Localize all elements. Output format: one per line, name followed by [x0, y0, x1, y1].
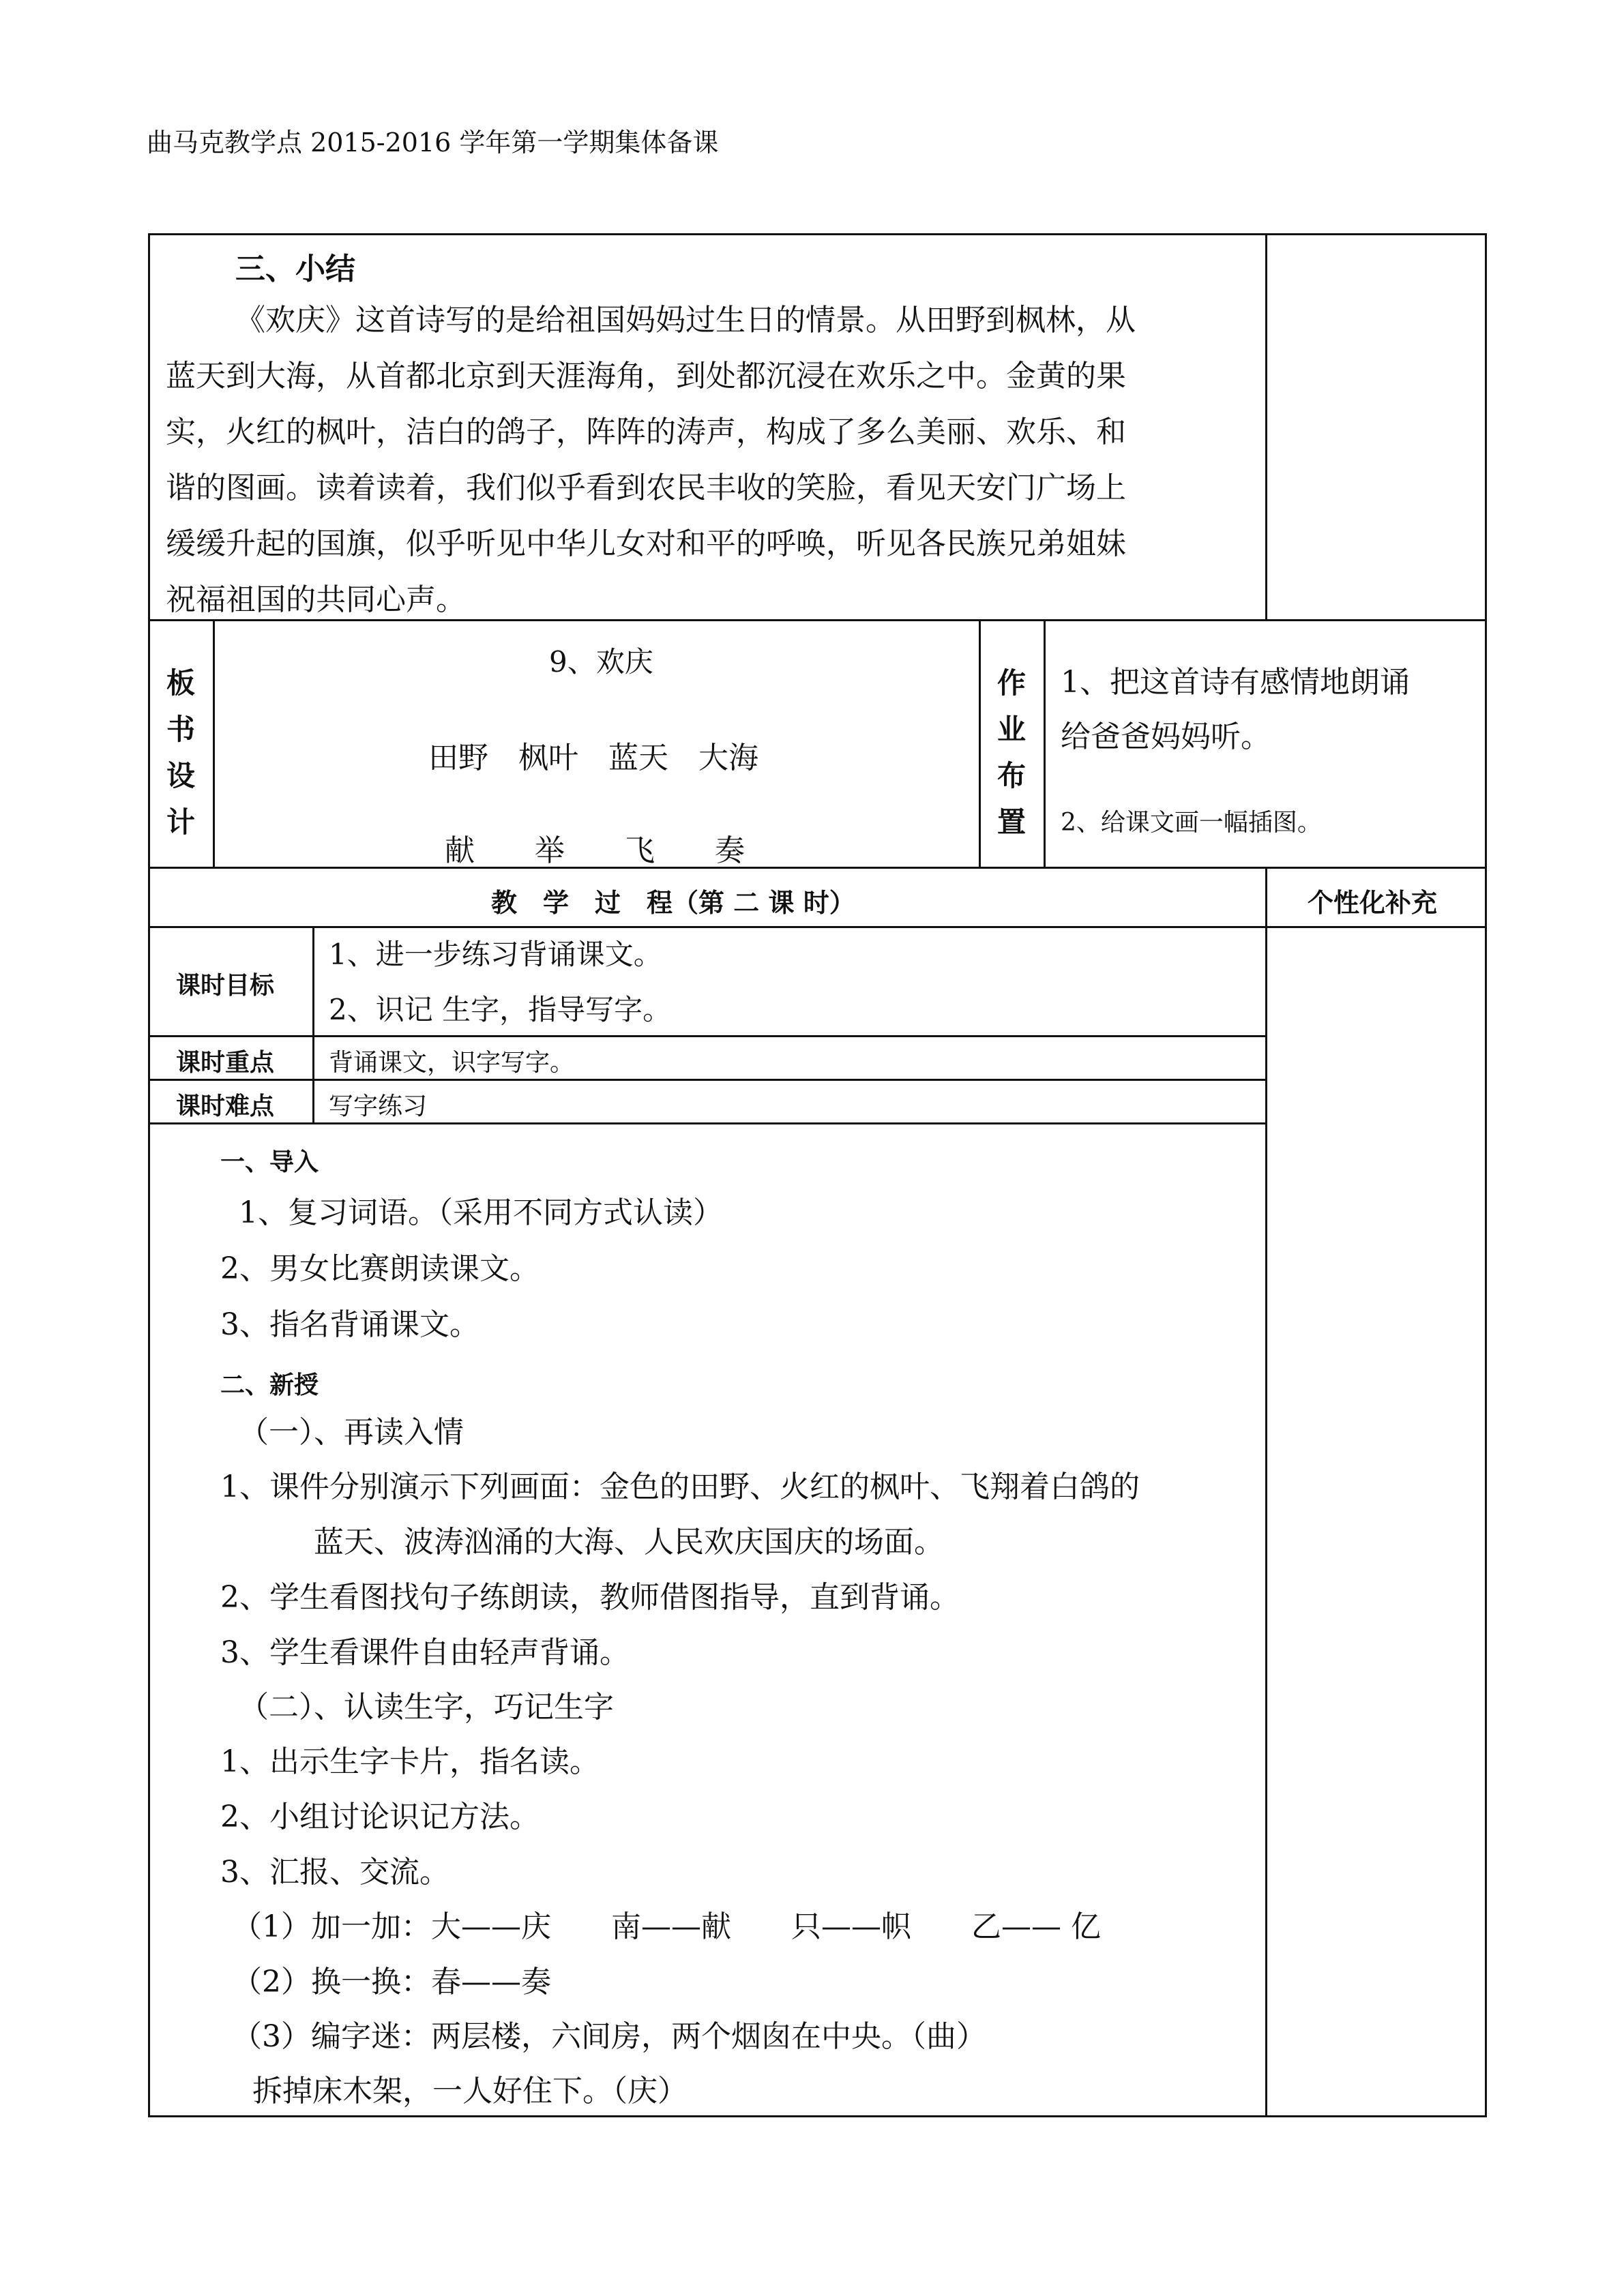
board-row-1: 田野 枫叶 蓝天 大海: [428, 741, 758, 775]
board-label: 板 书 设 计: [166, 666, 195, 839]
summary-line: 谐的图画。读着读着，我们似乎看到农民丰收的笑脸，看见天安门广场上: [166, 471, 1126, 505]
body-line: 蓝天、波涛汹涌的大海、人民欢庆国庆的场面。: [314, 1525, 944, 1560]
body-line: 1、复习词语。（采用不同方式认读）: [239, 1195, 723, 1230]
difficulty-label: 课时难点: [176, 1092, 275, 1120]
body-line: （二）、认读生字，巧记生字: [239, 1690, 614, 1725]
summary-heading: 三、小结: [235, 252, 355, 286]
goals-line-2: 2、识记 生字，指导写字。: [329, 993, 672, 1026]
body-line: 3、指名背诵课文。: [220, 1307, 479, 1342]
board-title: 9、欢庆: [549, 645, 653, 679]
body-line: 3、汇报、交流。: [220, 1855, 449, 1890]
goals-label: 课时目标: [176, 972, 275, 1000]
intro-heading: 一、导入: [220, 1148, 319, 1176]
summary-line: 《欢庆》这首诗写的是给祖国妈妈过生日的情景。从田野到枫林，从: [235, 303, 1136, 338]
difficulty-text: 写字练习: [329, 1092, 428, 1120]
keypoint-label: 课时重点: [176, 1049, 275, 1077]
goals-line-1: 1、进一步练习背诵课文。: [329, 938, 662, 971]
side-column-title: 个性化补充: [1308, 888, 1438, 918]
homework-item-2: 2、给课文画一幅插图。: [1061, 809, 1322, 837]
homework-item-1-cont: 给爸爸妈妈听。: [1061, 719, 1271, 754]
keypoint-text: 背诵课文，识字写字。: [329, 1049, 575, 1077]
summary-line: 祝福祖国的共同心声。: [166, 582, 466, 617]
body-line: （3）编字迷：两层楼，六间房，两个烟囱在中央。（曲）: [232, 2019, 986, 2054]
body-line: 2、男女比赛朗读课文。: [220, 1251, 540, 1286]
summary-line: 实，火红的枫叶，洁白的鸽子，阵阵的涛声，构成了多么美丽、欢乐、和: [166, 415, 1126, 449]
body-line: （1）加一加：大——庆 南——献 只——帜 乙—— 亿: [232, 1909, 1101, 1944]
body-line: 3、学生看课件自由轻声背诵。: [220, 1635, 630, 1670]
body-line: 1、课件分别演示下列画面：金色的田野、火红的枫叶、飞翔着白鸽的: [220, 1470, 1140, 1504]
homework-item-1: 1、把这首诗有感情地朗诵: [1061, 665, 1410, 700]
body-line: 2、学生看图找句子练朗读，教师借图指导，直到背诵。: [220, 1580, 960, 1615]
body-line: 拆掉床木架，一人好住下。（庆）: [252, 2074, 688, 2108]
new-heading: 二、新授: [220, 1371, 319, 1399]
board-row-2: 献 举 飞 奏: [445, 833, 745, 868]
body-line: 2、小组讨论识记方法。: [220, 1800, 540, 1834]
body-line: （2）换一换：春——奏: [232, 1965, 551, 1999]
homework-label: 作 业 布 置: [996, 666, 1026, 839]
document-header: 曲马克教学点 2015-2016 学年第一学期集体备课: [147, 128, 719, 158]
body-line: 1、出示生字卡片，指名读。: [220, 1744, 600, 1779]
summary-line: 蓝天到大海，从首都北京到天涯海角，到处都沉浸在欢乐之中。金黄的果: [166, 359, 1126, 393]
body-line: （一）、再读入情: [239, 1415, 464, 1450]
summary-line: 缓缓升起的国旗，似乎听见中华儿女对和平的呼唤，听见各民族兄弟姐妹: [166, 526, 1126, 561]
process-title: 教 学 过 程（第 二 课 时）: [491, 888, 855, 918]
